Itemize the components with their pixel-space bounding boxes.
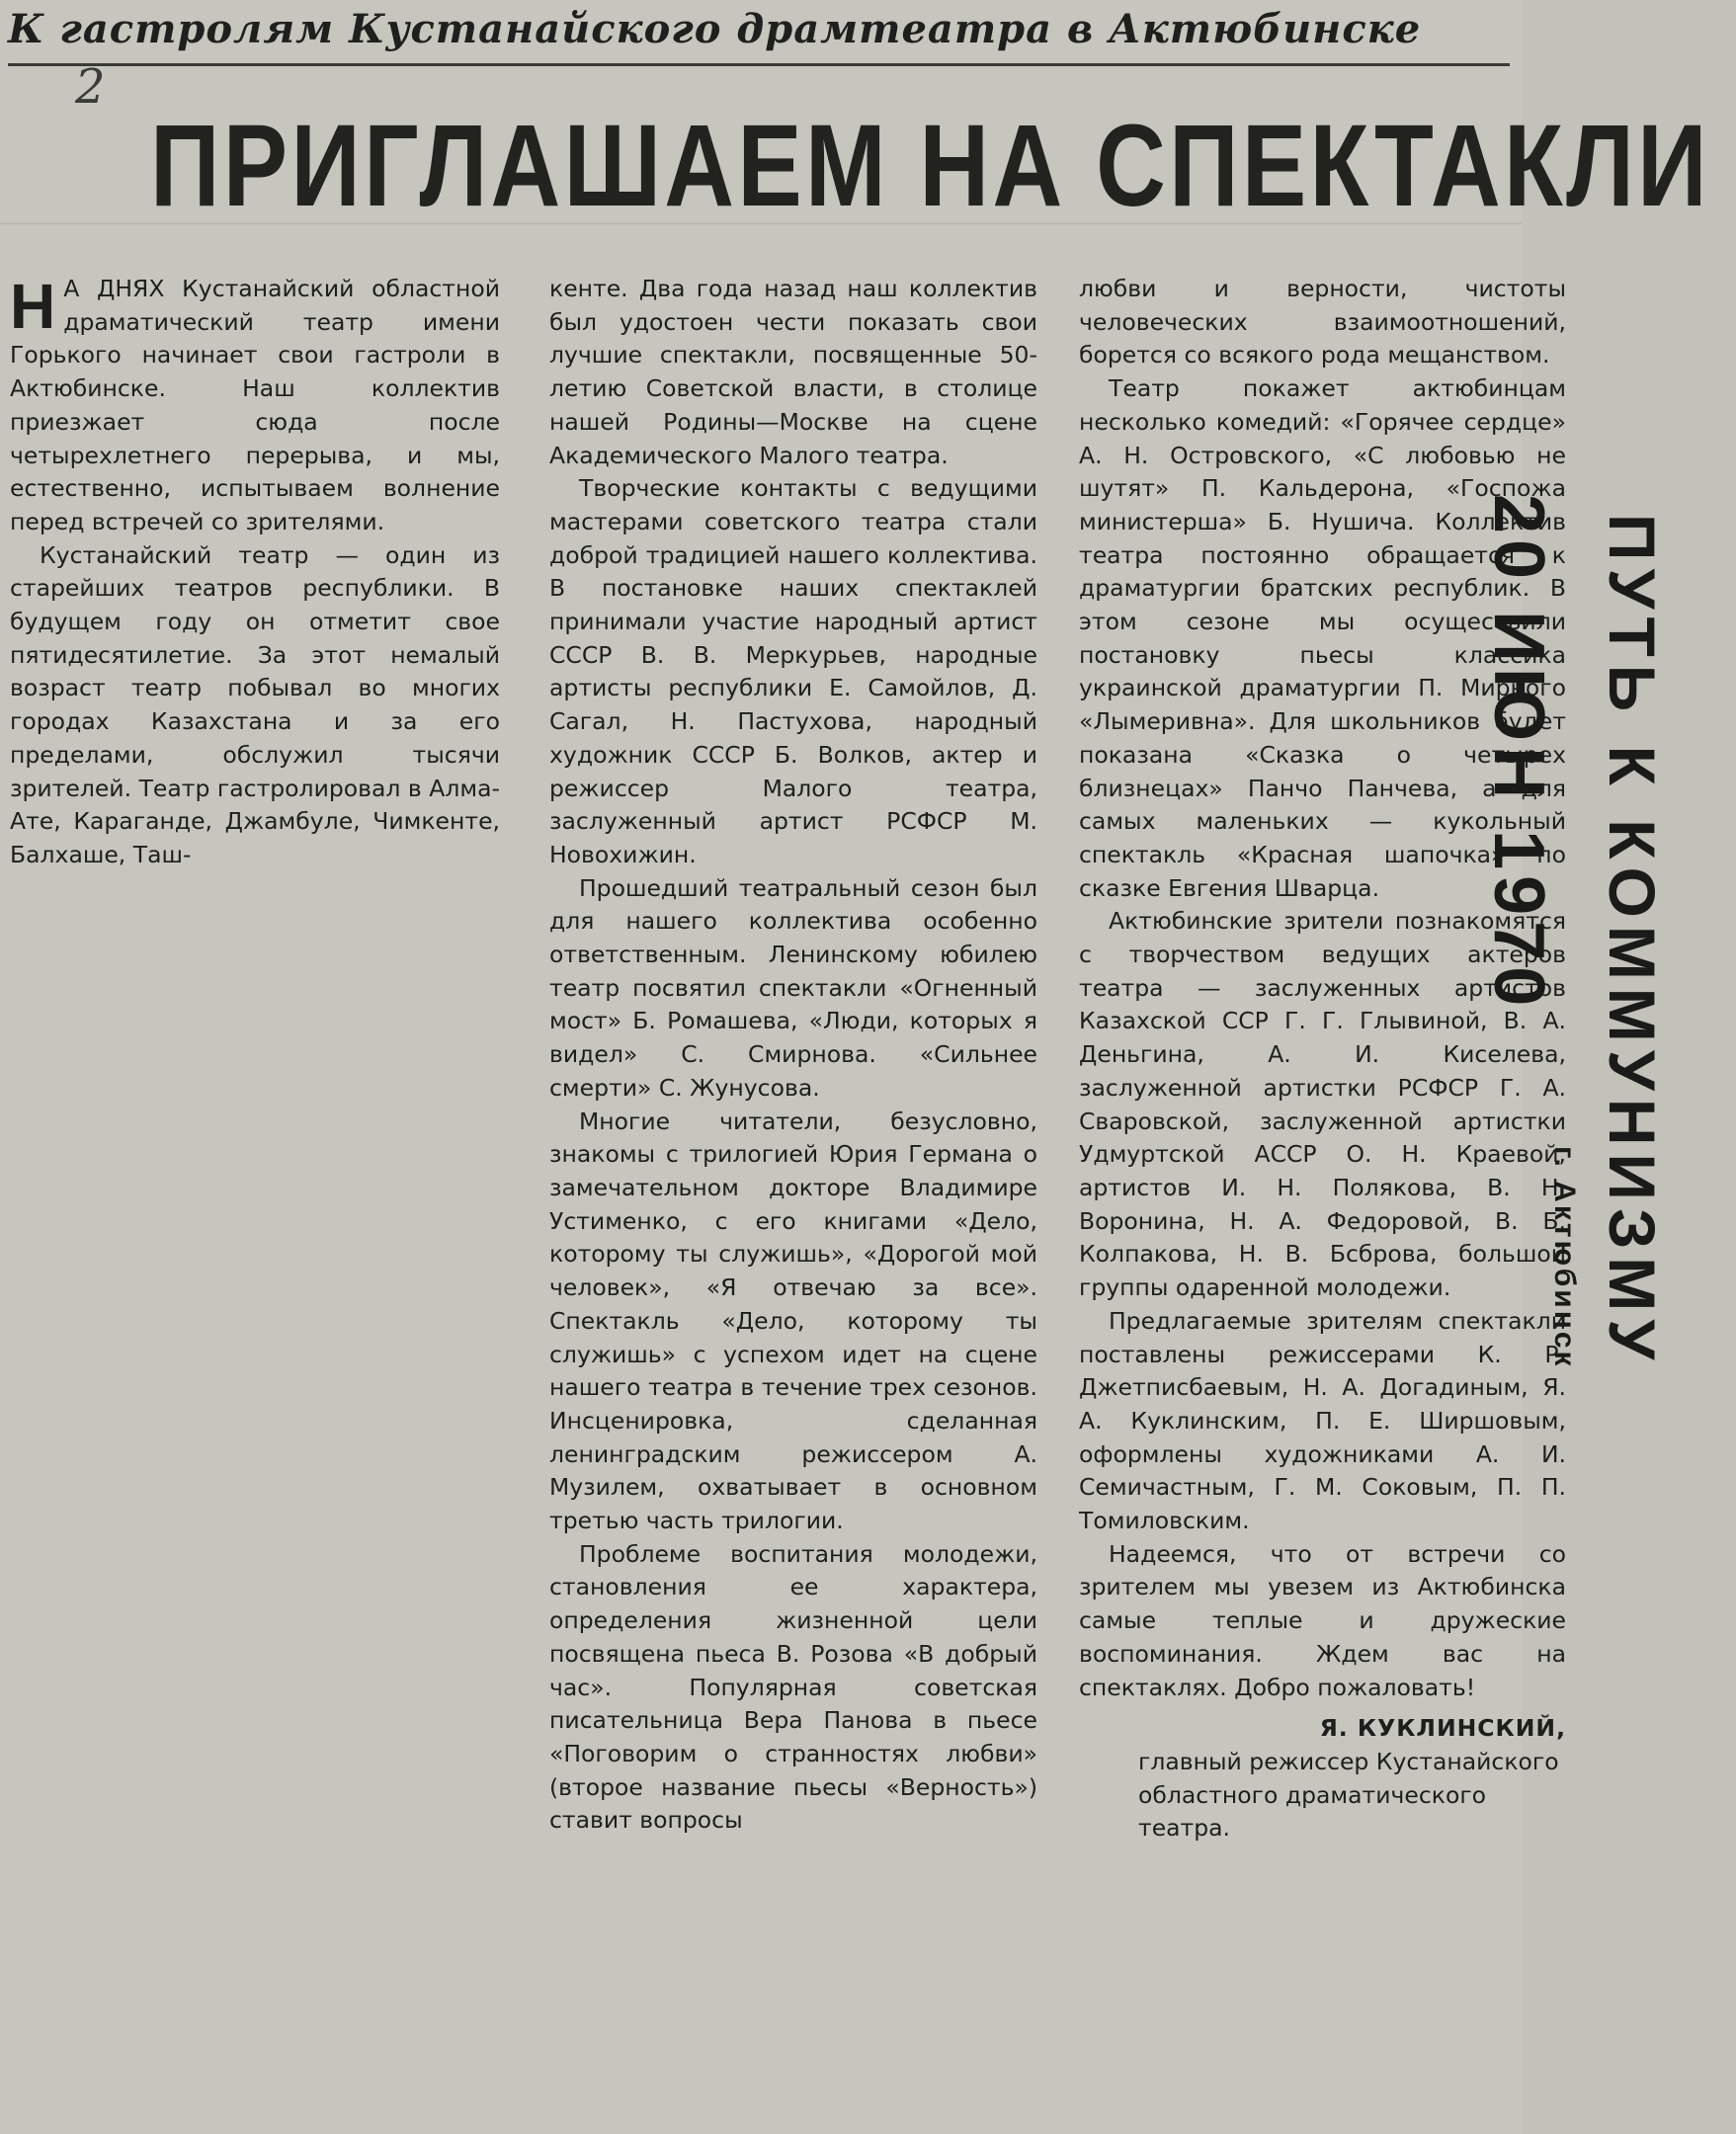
paragraph: Прошедший театральный сезон был для нашего коллектива особенно ответственным. Ленинскому юбилею театр посвятил спектакли «Огненный мост» Б. Ромашева, «Люди, которых я видел» С. Смирнова. «Сильнее смерти» С. Жунусова. bbox=[549, 873, 1037, 1102]
paragraph: Проблеме воспитания молодежи, становления ее характера, определения жизненной цели посвящена пьеса В. Розова «В добрый час». Популярная советская писательница Вера Панова в пьесе «Поговорим о странностях любви» (второе название пьесы «Верность») ставит вопросы bbox=[549, 1539, 1037, 1835]
drop-cap: Н bbox=[10, 271, 56, 342]
article-column-1 bbox=[10, 273, 500, 872]
paragraph: Предлагаемые зрителям спектакли поставлены режиссерами К. Р. Джетписбаевым, Н. А. Догадиным, Я. А. Куклинским, П. Е. Ширшовым, оформлены художниками А. И. Семичастным, Г. М. Соковым, П. П. Томиловским. bbox=[1079, 1306, 1566, 1535]
author-role: главный режиссер Кустанайского областного драматического театра. bbox=[1138, 1747, 1559, 1843]
rubric-heading: К гастролям Кустанайского драмтеатра в Актюбинске bbox=[8, 2, 1510, 66]
date-stamp: 20 ИЮН 1970 bbox=[1479, 494, 1558, 1013]
paragraph: Многие читатели, безусловно, знакомы с трилогией Юрия Германа о замечательном докторе Владимире Устименко, с его книгами «Дело, которому ты служишь», «Дорогой мой человек», «Я отвечаю за все». Спектакль «Дело, которому ты служишь» с успехом идет на сцене нашего театра в течение трех сезонов. Инсценировка, сделанная ленинградским режиссером А. Музилем, охватывает в основном третью часть трилогии. bbox=[549, 1107, 1037, 1535]
article-column-2 bbox=[549, 273, 1037, 1838]
signature-block bbox=[1079, 1712, 1566, 1846]
paragraph-text: А ДНЯХ Кустанайский областной драматический театр имени Горького начинает свои гастроли в Актюбинске. Наш коллектив приезжает сюда после четырехлетнего перерыва, и мы, естественно, испытываем волнение перед встречей со зрителями. bbox=[10, 275, 500, 535]
paragraph: Творческие контакты с ведущими мастерами советского театра стали доброй традицией нашего коллектива. В постановке наших спектаклей принимали участие народный артист СССР В. В. Меркурьев, народные артисты республики Е. Самойлов, Д. Сагал, Н. Пастухова, народный художник СССР Б. Волков, актер и режиссер Малого театра, заслуженный артист РСФСР М. Новохижин. bbox=[549, 474, 1037, 868]
paragraph: Надеемся, что от встречи со зрителем мы увезем из Актюбинска самые теплые и дружеские воспоминания. Ждем вас на спектаклях. Добро пожаловать! bbox=[1079, 1539, 1566, 1701]
pencil-mark: 2 bbox=[75, 59, 106, 115]
city-stamp: г. Актюбинск bbox=[1548, 1146, 1581, 1369]
paragraph: Театр покажет актюбинцам несколько комедий: «Горячее сердце» А. Н. Островского, «С любовью не шутят» П. Кальдерона, «Госпожа министерша» Б. Нушича. Коллектив театра постоянно обращается к драматургии братских республик. В этом сезоне мы осуществили постановку пьесы классика украинской драматургии П. Мирного «Лымеривна». Для школьников будет показана «Сказка о четырех близнецах» Панчо Панчева, а для самых маленьких — кукольный спектакль «Красная шапочка» по сказке Евгения Шварца. bbox=[1079, 374, 1566, 902]
paragraph: Кустанайский театр — один из старейших театров республики. В будущем году он отметит свое пятидесятилетие. За этот немалый возраст театр побывал во многих городах Казахстана и за его пределами, обслужил тысячи зрителей. Театр гастролировал в Алма-Ате, Караганде, Джамбуле, Чимкенте, Балхаше, Таш- bbox=[10, 540, 500, 868]
divider bbox=[0, 223, 1522, 224]
newspaper-stamp: ПУТЬ К КОММУНИЗМУ bbox=[1596, 514, 1669, 1368]
paragraph: любви и верности, чистоты человеческих взаимоотношений, борется со всякого рода мещанством. bbox=[1079, 275, 1566, 369]
paragraph bbox=[10, 273, 500, 539]
paragraph: Актюбинские зрители познакомятся с творчеством ведущих актеров театра — заслуженных артистов Казахской ССР Г. Г. Глывиной, В. А. Деньгина, А. И. Киселева, заслуженной артистки РСФСР Г. А. Сваровской, заслуженной артистки Удмуртской АССР О. Н. Краевой, артистов И. Н. Полякова, В. Н. Воронина, Н. А. Федоровой, В. Б. Колпакова, Н. В. Бсброва, большой группы одаренной молодежи. bbox=[1079, 907, 1566, 1302]
author-name: Я. КУКЛИНСКИЙ, bbox=[1319, 1714, 1566, 1743]
paragraph: кенте. Два года назад наш коллектив был удостоен чести показать свои лучшие спектакли, посвященные 50-летию Советской власти, в столице нашей Родины—Москве на сцене Академического Малого театра. bbox=[549, 275, 1037, 469]
article-headline: ПРИГЛАШАЕМ НА СПЕКТАКЛИ bbox=[150, 101, 1710, 231]
